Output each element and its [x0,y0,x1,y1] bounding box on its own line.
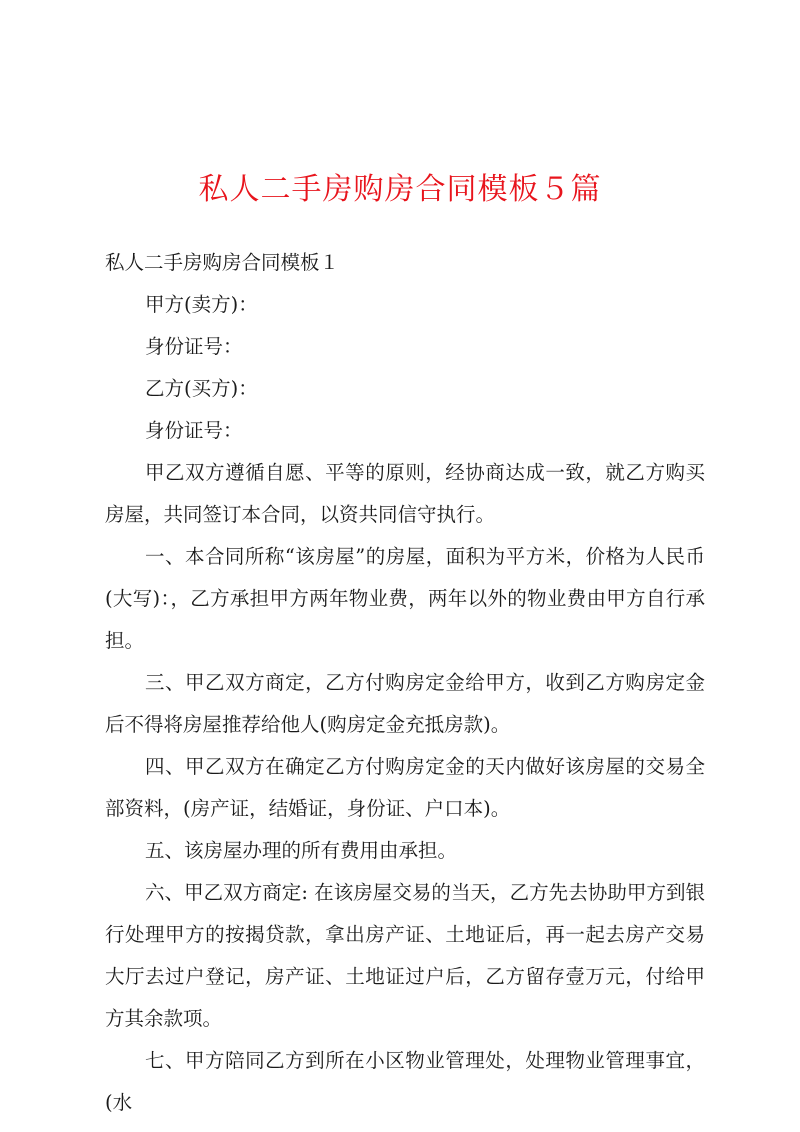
preamble-paragraph: 甲乙双方遵循自愿、平等的原则，经协商达成一致，就乙方购买房屋，共同签订本合同，以资共同信守执行。 [105,461,705,526]
party-a-id-label: 身份证号： [145,335,243,358]
party-b-id-label: 身份证号： [145,419,243,442]
clause-paragraph: 一、本合同所称“该房屋”的房屋，面积为平方米，价格为人民币(大写)：，乙方承担甲方两年物业费，两年以外的物业费由甲方自行承担。 [105,545,705,652]
party-b-label: 乙方(买方)： [145,377,258,400]
party-a-label: 甲方(卖方)： [145,293,258,316]
clause-paragraph: 五、该房屋办理的所有费用由承担。 [145,839,458,862]
section-heading: 私人二手房购房合同模板１ [105,251,340,274]
document-title: 私人二手房购房合同模板５篇 [198,172,602,207]
clause-paragraph: 三、甲乙双方商定，乙方付购房定金给甲方，收到乙方购房定金后不得将房屋推荐给他人(购房定金充抵房款)。 [105,671,705,736]
clause-paragraph: 七、甲方陪同乙方到所在小区物业管理处，处理物业管理事宜，(水 [105,1049,705,1114]
clause-paragraph: 六、甲乙双方商定: 在该房屋交易的当天，乙方先去协助甲方到银行处理甲方的按揭贷款，拿出房产证、土地证后，再一起去房产交易大厅去过户登记，房产证、土地证过户后，乙方留存壹万元，付给甲方其余款项。 [105,881,705,1030]
document-body [105,242,705,1124]
clause-paragraph: 四、甲乙双方在确定乙方付购房定金的天内做好该房屋的交易全部资料，(房产证，结婚证，身份证、户口本)。 [105,755,705,820]
